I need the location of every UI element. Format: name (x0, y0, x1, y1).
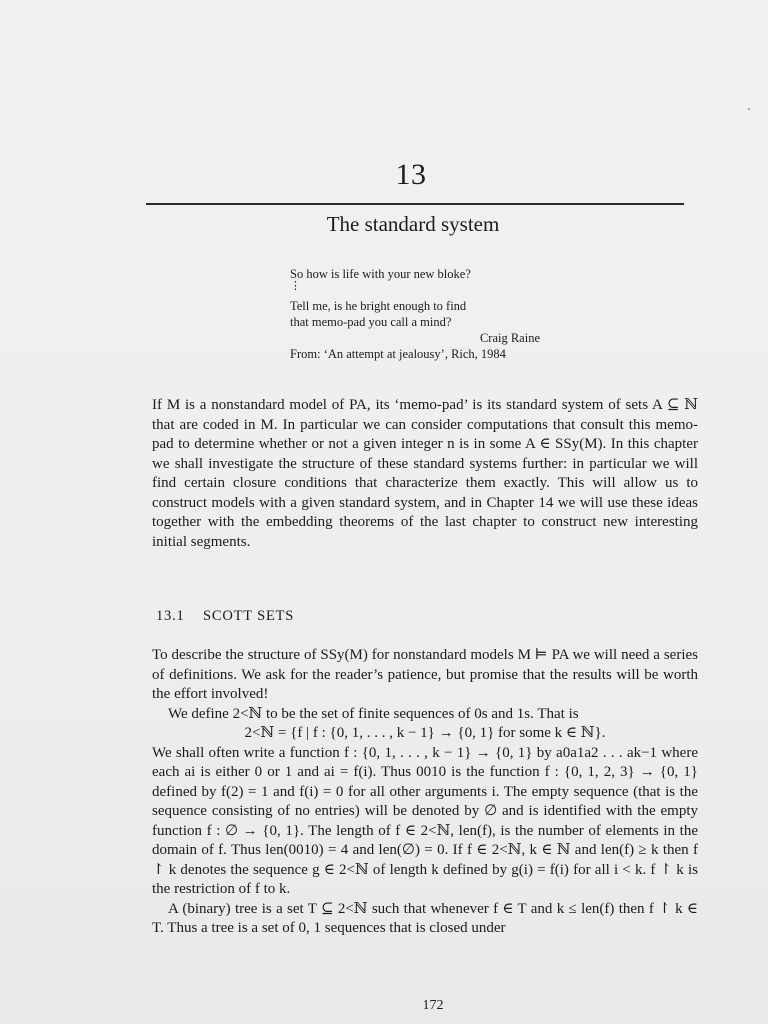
epigraph-line: that memo-pad you call a mind? (290, 315, 452, 329)
scan-speck (748, 108, 750, 110)
chapter-title: The standard system (326, 212, 500, 236)
chapter-rule (146, 203, 684, 205)
epigraph-line: Tell me, is he bright enough to find (290, 299, 467, 313)
epigraph-ellipsis: ⋮ (290, 280, 301, 292)
epigraph-author: Craig Raine (479, 331, 540, 345)
section-body (152, 646, 698, 939)
section-number: 13.1 (156, 608, 185, 624)
section-heading (156, 608, 294, 625)
paragraph: A (binary) tree is a set T ⊆ 2<ℕ such that whenever f ∈ T and k ≤ len(f) then f ↾ k ∈ T. Thus a tree is a set of 0, 1 sequences that is closed under (152, 900, 698, 936)
epigraph-line: So how is life with your new bloke? (290, 267, 471, 281)
epigraph (290, 266, 540, 362)
chapter-number: 13 (395, 158, 427, 191)
section-title: SCOTT SETS (203, 608, 295, 624)
paragraph: We define 2<ℕ to be the set of finite sequences of 0s and 1s. That is (168, 705, 579, 722)
paragraph: To describe the structure of SSy(M) for nonstandard models M ⊨ PA we will need a series of definitions. We ask for the reader’s patience, but promise that the results will be worth the effort involved! (152, 647, 698, 702)
paragraph: If M is a nonstandard model of PA, its ‘memo-pad’ is its standard system of sets A ⊆ ℕ that are coded in M. In particular we can consider computations that consult this memo-pad to determine whether or not a given integer n is in some A ∈ SSy(M). In this chapter we shall investigate the structure of these standard systems further: in particular we will find certain closure conditions that characterize them exactly. This will allow us to construct models with a given standard system, and in Chapter 14 we will use these ideas together with the embedding theorems of the last chapter to construct new interesting initial segments. (152, 397, 698, 550)
epigraph-source: From: ‘An attempt at jealousy’, Rich, 1984 (290, 347, 506, 361)
intro-paragraph (152, 396, 698, 552)
paragraph: We shall often write a function f : {0, 1, . . . , k − 1} → {0, 1} by a0a1a2 . . . ak−1 where each ai is either 0 or 1 and ai = f(i). Thus 0010 is the function f : {0, 1, 2, 3} → {0, 1} defined by f(2) = 1 and f(i) = 0 for all other arguments i. The empty sequence (that is the sequence consisting of no entries) will be denoted by ∅ and is identified with the empty function f : ∅ → {0, 1}. The length of f ∈ 2<ℕ, len(f), is the number of elements in the domain of f. Thus len(0010) = 4 and len(∅) = 0. If f ∈ 2<ℕ, k ∈ ℕ and len(f) ≥ k then f ↾ k denotes the sequence g ∈ 2<ℕ of length k defined by g(i) = f(i) for all i < k. f ↾ k is the restriction of f to k. (152, 744, 698, 897)
page-number: 172 (422, 998, 444, 1013)
epigraph-spacer (290, 291, 540, 298)
display-equation: 2<ℕ = {f | f : {0, 1, . . . , k − 1} → {0, 1} for some k ∈ ℕ}. (244, 725, 606, 741)
